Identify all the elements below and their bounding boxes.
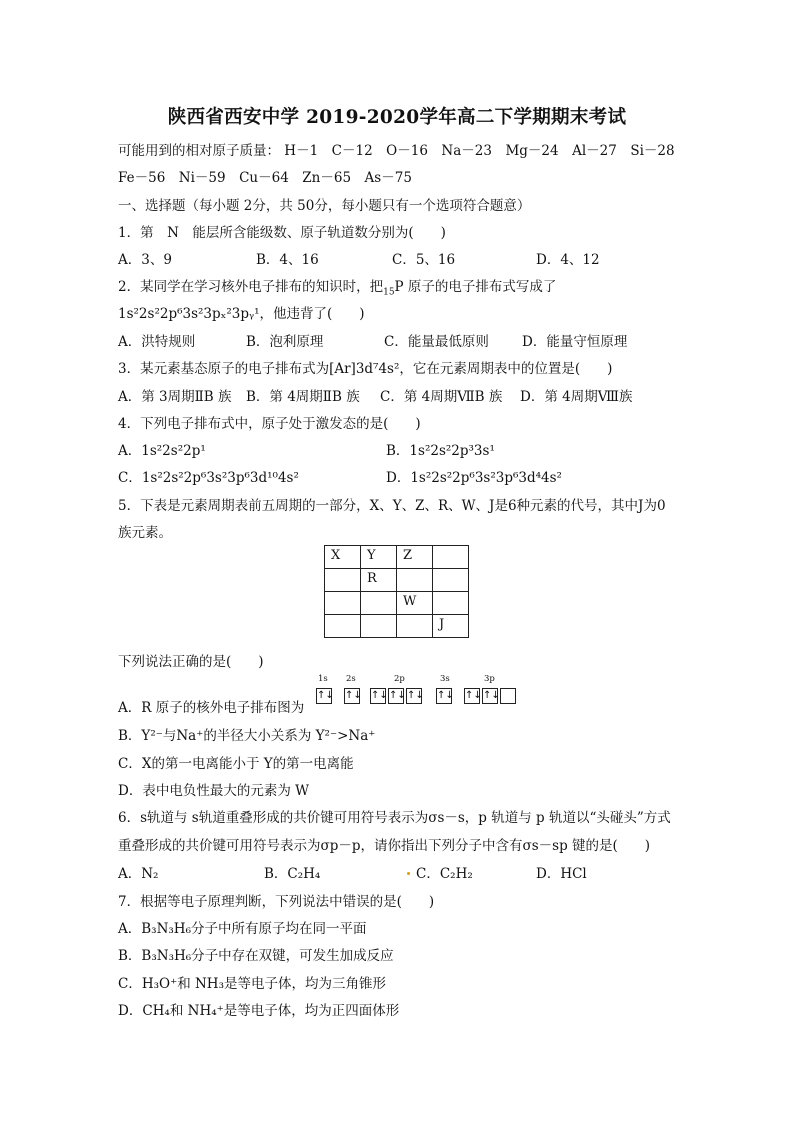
table-cell: Z [397,546,433,569]
q4-option-b: B．1s²2s²2p³3s¹ [386,443,495,459]
q1-stem: 1．第 N 能层所含能级数、原子轨道数分别为( ) [118,225,446,241]
table-cell: J [433,615,469,638]
table-row [325,615,469,638]
orbital-label-3p: 3p [484,674,495,684]
table-cell [361,592,397,615]
table-cell: X [325,546,361,569]
table-cell [433,592,469,615]
q1-option-b: B．4、16 [256,252,319,268]
q4-option-d: D．1s²2s²2p⁶3s²3p⁶3d⁴4s² [386,470,562,486]
table-cell [433,546,469,569]
q6-stem-line-1: 6．s轨道与 s轨道重叠形成的共价键可用符号表示为σs－s，p 轨道与 p 轨道以“头碰头”方式 [118,810,671,826]
orbital-box-3p-1: ↑↓ [464,688,480,704]
q4-stem: 4．下列电子排布式中，原子处于激发态的是( ) [118,416,421,432]
q3-option-b: B．第 4周期ⅡB 族 [246,389,360,405]
table-row [325,569,469,592]
table-cell [397,615,433,638]
orbital-box-1s: ↑↓ [316,688,332,704]
orbital-diagram [314,674,524,708]
q2-stem-b: P 原子的电子排布式写成了 [394,279,557,295]
orbital-box-3p-3 [500,688,516,704]
table-cell [361,615,397,638]
orbital-label-1s: 1s [318,674,328,684]
q5-option-b: B．Y²⁻与Na⁺的半径大小关系为 Y²⁻>Na⁺ [118,728,376,744]
q7-option-b: B．B₃N₃H₆分子中存在双键，可发生加成反应 [118,948,394,964]
q5-option-a: A．R 原子的核外电子排布图为 [118,700,305,716]
q3-option-c: C．第 4周期ⅦB 族 [380,389,503,405]
q2-option-d: D．能量守恒原理 [522,334,628,350]
q4-option-c: C．1s²2s²2p⁶3s²3p⁶3d¹⁰4s² [118,470,299,486]
q6-stem-line-2: 重叠形成的共价键可用符号表示为σp－p，请你指出下列分子中含有σs－sp 键的是( ) [118,838,651,854]
orbital-label-3s: 3s [440,674,450,684]
q2-option-c: C．能量最低原则 [384,334,489,350]
orbital-box-2s: ↑↓ [344,688,360,704]
q2-config: 1s²2s²2p⁶3s²3pₓ²3pᵧ¹，他违背了( ) [118,306,365,322]
orbital-label-2p: 2p [394,674,405,684]
q7-stem: 7．根据等电子原理判断，下列说法中错误的是( ) [118,894,435,910]
q6-option-d: D．HCl [536,866,587,882]
q2-atomic-number: 15 [383,287,395,298]
table-cell [397,569,433,592]
q6-option-c: C．C₂H₂ [416,866,473,882]
stray-dot [407,872,410,875]
q1-option-d: D．4、12 [536,252,600,268]
q2-option-b: B．泡利原理 [246,334,324,350]
table-cell: R [361,569,397,592]
q3-option-a: A．第 3周期ⅡB 族 [118,389,232,405]
orbital-label-2s: 2s [346,674,356,684]
section-heading: 一、选择题（每小题 2分，共 50分，每小题只有一个选项符合题意） [118,198,531,214]
q5-stem-line-2: 族元素。 [118,525,172,541]
q7-option-a: A．B₃N₃H₆分子中所有原子均在同一平面 [118,921,367,937]
q2-stem [118,275,556,298]
q2-stem-a: 2．某同学在学习核外电子排布的知识时，把 [118,279,384,295]
q2-option-a: A．洪特规则 [118,334,196,350]
q7-option-d: D．CH₄和 NH₄⁺是等电子体，均为正四面体形 [118,1003,400,1019]
q7-option-c: C．H₃O⁺和 NH₃是等电子体，均为三角锥形 [118,976,386,992]
table-row [325,546,469,569]
q3-stem: 3．某元素基态原子的电子排布式为[Ar]3d⁷4s²，它在元素周期表中的位置是( ) [118,361,613,377]
orbital-box-2p-3: ↑↓ [406,688,422,704]
q1-option-c: C．5、16 [392,252,456,268]
atomic-masses-line-1: 可能用到的相对原子质量： H－1 C－12 O－16 Na－23 Mg－24 Al－27 Si－28 [118,143,675,159]
q5-option-d: D．表中电负性最大的元素为 W [118,783,309,799]
orbital-box-3p-2: ↑↓ [482,688,498,704]
q5-stem-line-1: 5．下表是元素周期表前五周期的一部分，X、Y、Z、R、W、J是6种元素的代号，其中J为0 [118,498,666,514]
table-cell: Y [361,546,397,569]
q5-prompt: 下列说法正确的是( ) [118,654,264,670]
atomic-masses-line-2: Fe－56 Ni－59 Cu－64 Zn－65 As－75 [118,170,412,186]
orbital-box-2p-2: ↑↓ [388,688,404,704]
q1-option-a: A．3、9 [118,252,172,268]
table-cell [325,569,361,592]
table-cell [325,615,361,638]
table-cell [325,592,361,615]
q5-option-c: C．X的第一电离能小于 Y的第一电离能 [118,756,354,772]
q3-option-d: D．第 4周期Ⅷ族 [520,389,633,405]
orbital-box-2p-1: ↑↓ [370,688,386,704]
table-row [325,592,469,615]
periodic-table-fragment [324,545,469,638]
table-cell [433,569,469,592]
q6-option-b: B．C₂H₄ [264,866,321,882]
exam-title: 陕西省西安中学 2019-2020学年高二下学期期末考试 [167,107,627,128]
table-cell: W [397,592,433,615]
q6-option-a: A．N₂ [118,866,159,882]
q4-option-a: A．1s²2s²2p¹ [118,443,206,459]
orbital-box-3s: ↑↓ [436,688,452,704]
